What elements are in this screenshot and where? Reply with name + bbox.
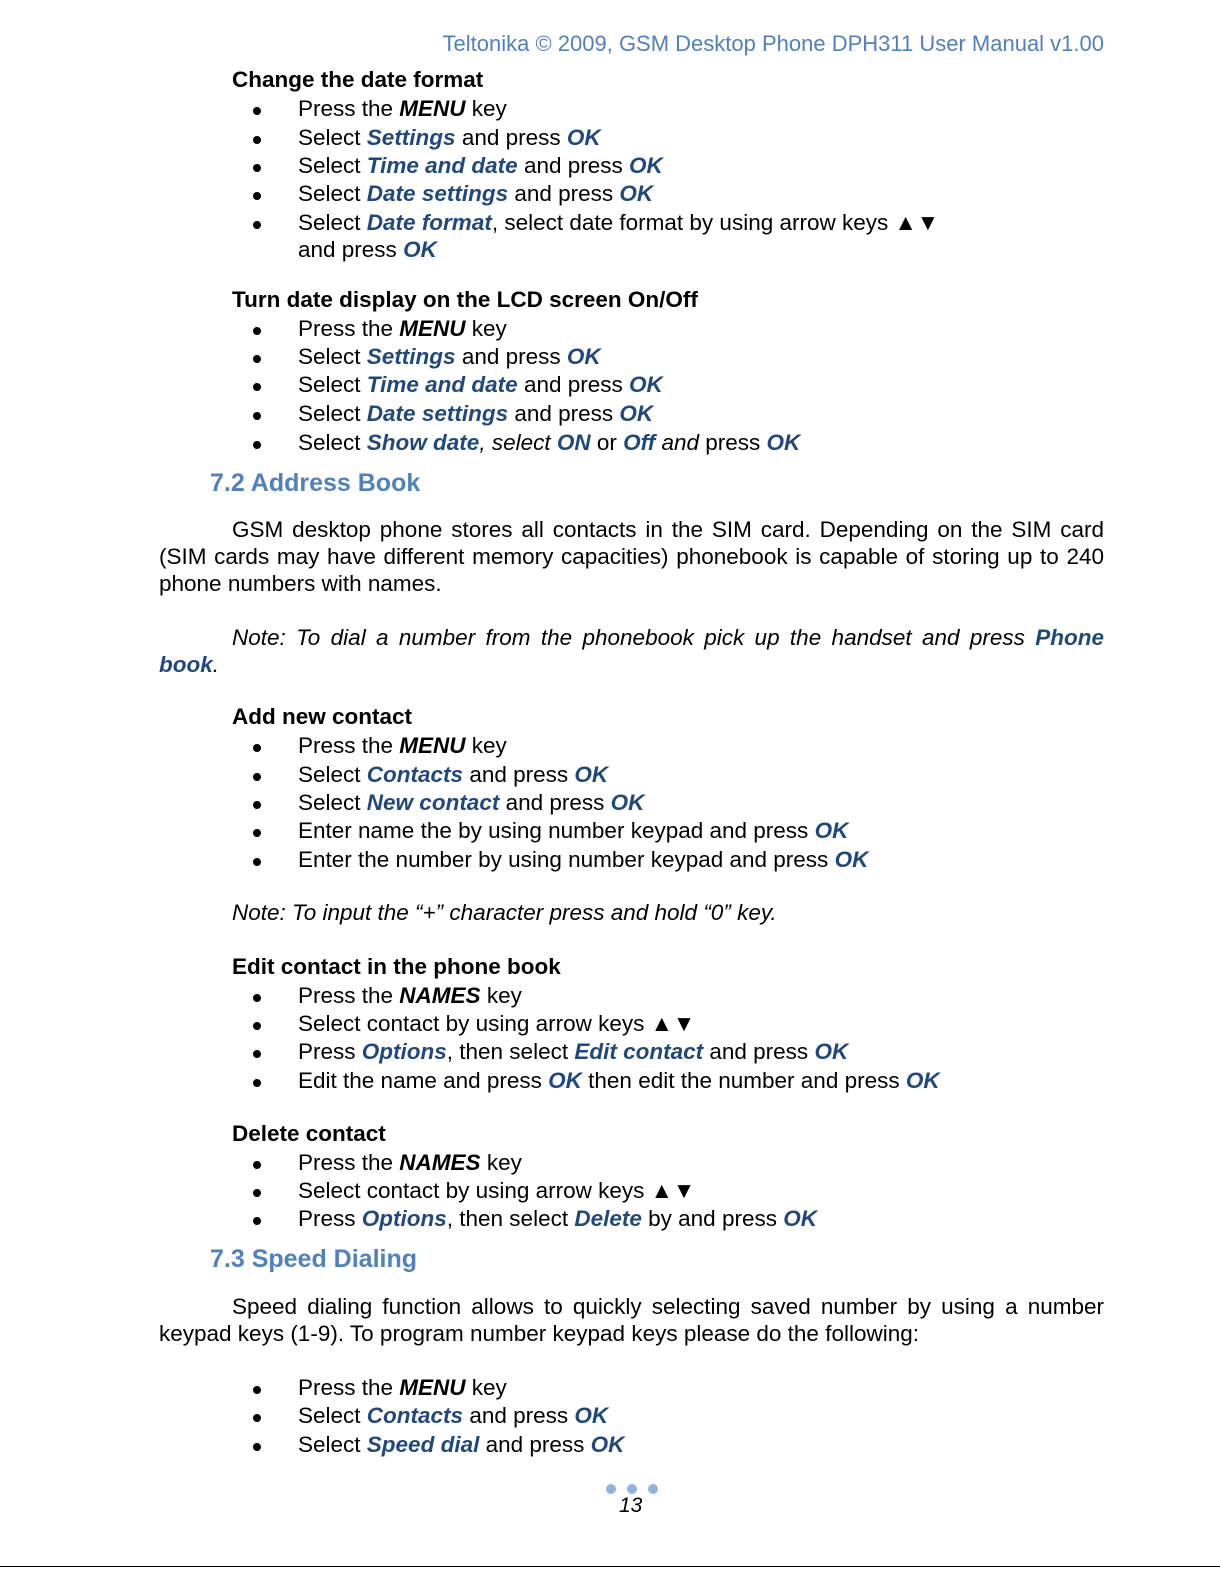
page-header: Teltonika © 2009, GSM Desktop Phone DPH311 User Manual v1.00 [442,31,1104,56]
bullet-icon [253,164,261,172]
bullet-icon [253,355,261,363]
speed-dialing-paragraph: Speed dialing function allows to quickly selecting saved number by using a number keypad keys (1-9). To program number keypad keys please do the following: [159,1294,1104,1346]
list-item: Press the NAMES key [298,983,522,1009]
bullet-icon [253,441,261,449]
list-item: Press the MENU key [298,733,507,759]
list-item: Select New contact and press OK [298,790,644,816]
phonebook-note: Note: To dial a number from the phonebook pick up the handset and press Phone book. [159,625,1104,677]
bullet-icon [253,801,261,809]
dot-icon [606,1484,616,1494]
list-item: Select contact by using arrow keys ▲▼ [298,1011,695,1037]
bullet-icon [253,1443,261,1451]
bullet-icon [253,383,261,391]
list-item: Select Settings and press OK [298,125,601,151]
dot-icon [627,1484,637,1494]
list-item: Select Date settings and press OK [298,181,653,207]
bullet-icon [253,773,261,781]
list-item: Select Speed dial and press OK [298,1432,624,1458]
bullet-icon [253,1386,261,1394]
list-item: Press the MENU key [298,316,507,342]
list-item: Press the MENU key [298,96,507,122]
add-contact-title: Add new contact [232,704,413,729]
list-item: Select Contacts and press OK [298,1403,608,1429]
list-item: Enter the number by using number keypad and press OK [298,847,868,873]
list-item: Enter name the by using number keypad and press OK [298,818,848,844]
bullet-icon [253,1050,261,1058]
list-item: Select Date settings and press OK [298,401,653,427]
change-date-format-title: Change the date format [232,67,484,92]
section-heading-speed-dialing: 7.3 Speed Dialing [210,1245,418,1273]
bullet-icon [253,136,261,144]
bullet-icon [253,221,261,229]
list-item: Select Date format, select date format by using arrow keys ▲▼ [298,210,939,236]
list-item: Press the NAMES key [298,1150,522,1176]
list-item: Select Settings and press OK [298,344,601,370]
edit-contact-title: Edit contact in the phone book [232,954,561,979]
list-item: Press the MENU key [298,1375,507,1401]
bullet-icon [253,994,261,1002]
bullet-icon [253,858,261,866]
page-number: 13 [619,1494,643,1517]
bullet-icon [253,1189,261,1197]
footer-rule [0,1566,1220,1567]
bullet-icon [253,1414,261,1422]
dot-icon [648,1484,658,1494]
list-item: Press Options, then select Edit contact and press OK [298,1039,848,1065]
bullet-icon [253,1022,261,1030]
bullet-icon [253,192,261,200]
bullet-icon [253,829,261,837]
bullet-icon [253,744,261,752]
bullet-icon [253,412,261,420]
list-item: Press Options, then select Delete by and press OK [298,1206,817,1232]
bullet-icon [253,1217,261,1225]
list-item: Edit the name and press OK then edit the number and press OK [298,1068,940,1094]
delete-contact-title: Delete contact [232,1121,386,1146]
address-book-paragraph: GSM desktop phone stores all contacts in the SIM card. Depending on the SIM card (SIM cards may have different memory capacities) phonebook is capable of storing up to 240 phone numbers with names. [159,517,1104,596]
list-item-continuation: and press OK [298,237,437,262]
list-item: Select Time and date and press OK [298,153,663,179]
list-item: Select Contacts and press OK [298,762,608,788]
bullet-icon [253,1161,261,1169]
section-heading-address-book: 7.2 Address Book [210,469,421,497]
bullet-icon [253,327,261,335]
bullet-icon [253,1079,261,1087]
date-display-title: Turn date display on the LCD screen On/Off [232,287,698,312]
list-item: Select Time and date and press OK [298,372,663,398]
list-item: Select Show date, select ON or Off and press OK [298,430,800,456]
plus-character-note: Note: To input the “+” character press and hold “0” key. [232,900,777,925]
list-item: Select contact by using arrow keys ▲▼ [298,1178,695,1204]
bullet-icon [253,107,261,115]
